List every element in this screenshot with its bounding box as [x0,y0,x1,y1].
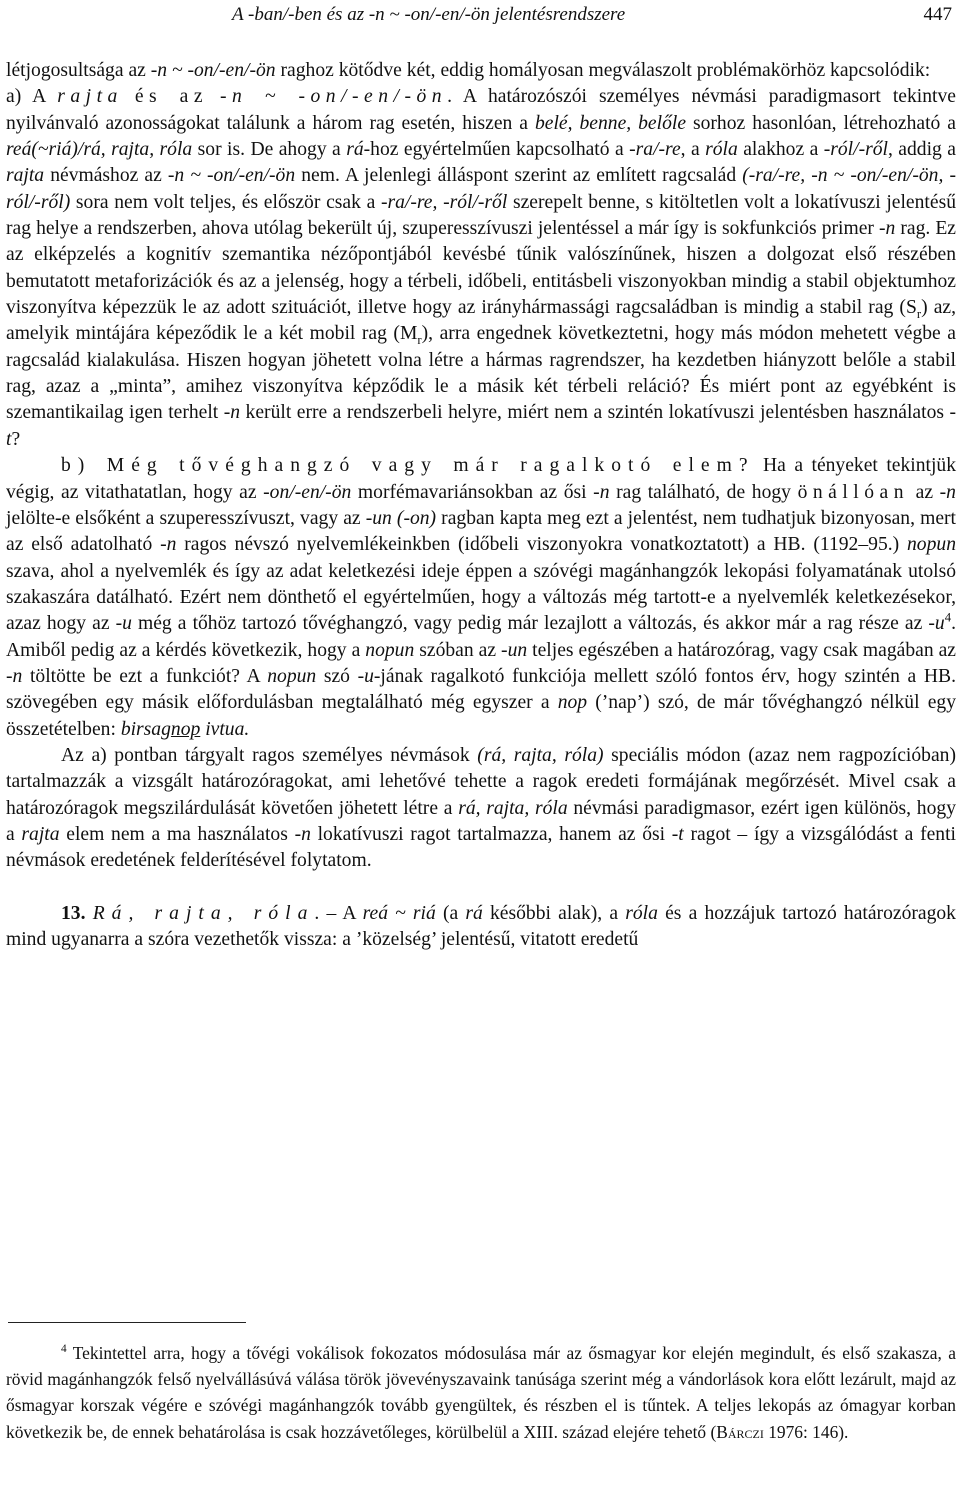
running-title: A -ban/-ben és az -n ~ -on/-en/-ön jelentésrendszere [232,4,626,25]
paragraph-intro: létjogosultsága az -n ~ -on/-en/-ön raghoz kötődve két, eddig homályosan megválaszolt problémakörhöz kapcsolódik: [6,60,931,81]
section-13: 13. Rá, rajta, róla. – A reá ~ riá (a rá későbbi alak), a róla és a hozzájuk tartozó határozóragok mind ugyanarra a szóra vezethetők vissza: a ’közelség’ jelentésű, vitatott eredetű [6,902,956,950]
page-number: 447 [923,4,952,25]
footnote-separator [8,1322,246,1323]
paragraph-b: b) Még tővéghangzó vagy már ragalkotó elem? Ha a tényeket tekintjük végig, az vitathatatlan, hogy az -on/-en/-ön morfémavariánsokban az ősi -n rag található, de hogy önállóan az -n jelölte-e elsőként a szuperesszívuszt, vagy az -un (-on) ragban kapta meg ezt a jelentést, nem tudhatjuk bizonyosan, mert az első adatolható -n ragos névszó nyelvemlékeinkben (időbeli viszonyokra vonatkoztatott) a HB. (1192–95.) nopun szava, ahol a nyelvemlék és így az adat keletkezési ideje éppen a szóvégi magánhangzók lekopási folyamatának utolsó szakaszára datálható. Ezért nem dönthető el egyértelműen, hogy a változás még tartott-e a nyelvemlék keletkezésekor, azaz hogy az -u még a tőhöz tartozó tővéghangzó, vagy pedig már lezajlott a változás, és akkor már a rag része az $-u^4$. Amiből pedig az a kérdés következik, hogy a nopun szóban az -un teljes egészében a határozórag, vagy csak magában az -n töltötte be ezt a funkciót? A nopun szó -u-jának ragalkotó funkciója mellett szóló fontos érv, hogy szintén a HB. szövegében egy másik előfordulásban megtalálható még egyszer a nop (’nap’) szó, de már tővéghangzó nélkül egy összetételben: birsagnop ivtua. [6,455,957,740]
footnote-marker: 4 [61,1343,67,1356]
running-header [0,4,960,30]
paragraph-a: a) A rajta és az -n ~ -on/-en/-ön. A határozószói személyes névmási paradigmasort tekintve nyilvánvaló azonosságokat találunk a három rag esetén, hiszen a belé, benne, belőle sorhoz hasonlóan, létrehozható a reá(~riá)/rá, rajta, róla sor is. De ahogy a rá-hoz egyértelműen kapcsolható a -ra/-re, a róla alakhoz a -ról/-ről, addig a rajta névmáshoz az -n ~ -on/-en/-ön nem. A jelenlegi álláspont szerint az említett ragcsalád (-ra/-re, -n ~ -on/-en/-ön, -ról/-ről) sora nem volt teljes, és először csak a -ra/-re, -ról/-ről szerepelt benne, s kitöltetlen volt a lokatívuszi jelentésű rag helye a rendszerben, ahova utólag bekerült új, szuperesszívuszi jelentéssel a már így is sokfunkciós primer -n rag. Ez az elképzelés a kognitív szemantika nézőpontjából kevésbé tűnik valószínűnek, hiszen a dolgozat első részében bemutatott metaforizációk és az a jelenség, hogy a térbeli, időbeli, entitásbeli viszonyokban mindig a stabil objektumhoz viszonyítva képezzük le az adott szituációt, illetve hogy az irányhármassági ragcsaládban is mindig a stabil rag $(S_r)$ az, amelyik mintájára képeződik le a két mobil rag $(M_r)$, arra engednek következtetni, hogy más módon mehetett végbe a ragcsalád kialakulása. Hiszen hogyan jöhetett volna létre a hármas ragrendszer, ha kezdetben hiányzott belőle a stabil rag, azaz a „minta”, amihez viszonyítva képződik le a másik két térbeli reláció? És miért pont az egyébként is szemantikailag igen terhelt -n került erre a rendszerbeli helyre, miért nem a szintén lokatívuszi jelentésben használatos -t? [6,86,957,450]
footnote: $^4$ Tekintettel arra, hogy a tővégi vokálisok fokozatos módosulása már az ősmagyar kor elején megindult, és első szakasza, a rövid magánhangzók felső nyelvállásúvá válása török jövevényszavaink tanúsága szerint még a vándorlások kora előtt lezárult, majd az ősmagyar korszak végére e szóvégi magánhangzók tovább gyengültek, és részben el is tűntek. A teljes lekopás az ómagyar korban következik be, de ennek behatárolása is csak hozzávetőleges, körülbelül a XIII. század elejére tehető (Bárczi 1976: 146). [6,1343,956,1442]
paragraph-c: Az a) pontban tárgyalt ragos személyes névmások (rá, rajta, róla) speciális módon (azaz nem ragpozícióban) tartalmazzák a vizsgált határozóragokat, ami lehetővé tehette a ragok eredeti formájának megőrzését. Mivel csak a határozóragok megszilárdulását követően jöhetett létre a rá, rajta, róla névmási paradigmasor, ezért igen különös, hogy a rajta elem nem a ma használatos -n lokatívuszi ragot tartalmazza, hanem az ősi -t ragot – így a vizsgálódást a fenti névmások eredetének felderítésével folytatom. [6,744,956,872]
body-text [6,58,956,953]
